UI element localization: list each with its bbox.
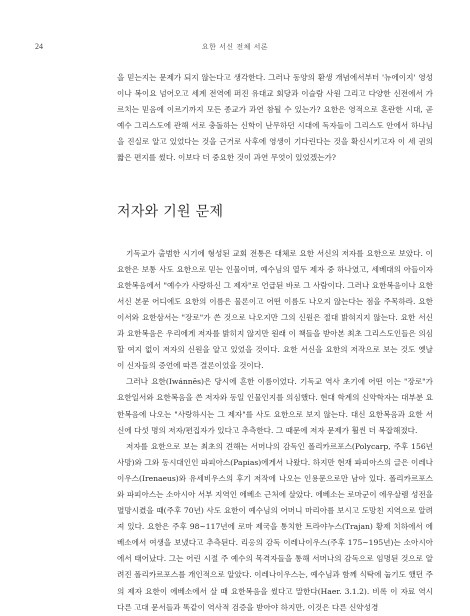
section-paragraph-3: 저자를 요한으로 보는 최초의 견해는 서머나의 감독인 폴리카르포스(Polycarp, 주후 156년 사망)와 그와 동시대인인 파피아스(Papias)에게서 나왔다. 하지만 현재 파피아스의 글은 이레나이우스(Irenaeus)와 유세비우스의 후기 저작에 나오는 인용문으로만 남아 있다. 폴리카르포스와 파피아스는 소아시아 서부 지역인 에베소 근처에 살았다. 에베소는 로마군이 에우살렘 성전을 멸망시켰을 때(주후 70년) 사도 요한이 예수님의 어머니 마리아를 보시고 도망친 지역으로 알려져 있다. 요한은 주후 98~117년에 로마 제국을 통치한 트라야누스(Trajan) 황제 치하에서 에베소에서 여생을 보냈다고 추측된다. 리옹의 감독 이레나이우스(주후 175~195년)는 소아시아에서 태어났다. 그는 어린 시절 주 예수의 목격자들을 통해 서머나의 감독으로 임명된 것으로 알려진 폴리카르포스를 개인적으로 알았다. 이레나이우스는, 예수님과 함께 식탁에 눕기도 했던 주의 제자 요한이 에베소에서 살 때 요한복음을 썼다고 말한다(Haer. 3.1.2). 비록 이 자료 역시 다른 고대 문서들과 똑같이 역사적 검증을 받아야 하지만, 이것은 다른 신약성경 [117,441,433,612]
page-header [35,42,435,56]
body-text [117,70,433,616]
running-title: 요한 서신 전체 서론 [201,43,269,51]
intro-paragraph: 을 믿는지는 문제가 되지 않는다고 생각한다. 그러나 동양의 환생 개념에서부터 '뉴에이지' 영성이나 복이요 넘어오고 세계 전역에 퍼진 유대교 회당과 이슬람 사원 그리고 다양한 신전에서 가르치는 믿음에 이르기까지 모든 종교가 과연 참될 수 있는가? 요한은 영적으로 혼란한 시대, 곧 예수 그리스도에 관해 서로 충돌하는 신학이 난무하던 시대에 독자들이 그리스도 안에서 하나님을 진실로 알고 있었다는 것을 근거로 사후에 영생이 기다린다는 것을 확신시키고자 이 세 권의 짧은 편지를 썼다. 이보다 더 중요한 것이 과연 무엇이 있었겠는가? [117,73,433,163]
section-paragraph-1: 기독교가 출범한 시기에 형성된 교회 전통은 대체로 요한 서신의 저자를 요한으로 보았다. 이 요한은 보통 사도 요한으로 믿는 인물이며, 예수님의 열두 제자 중 하나였고, 세베대의 아들이자 요한복음에서 "예수가 사랑하신 그 제자"로 언급된 바로 그 사람이다. 그러나 요한복음이나 요한 서신 본문 어디에도 요한의 이름은 물론이고 어떤 이름도 나오지 않는다는 점을 주목하라. 요한이서와 요한삼서는 "장로"가 쓴 것으로 나오지만 그의 신원은 절대 밝혀지지 않는다. 요한 서신과 요한복음은 우리에게 저자를 밝히지 않지만 원래 이 책들을 받아본 최초 그리스도인들은 의심할 여지 없이 저자의 신원을 알고 있었을 것이다. 요한 서신을 요한의 저작으로 보는 것도 옛날 이 신자들의 증언에 따른 결론이었을 것이다. [117,248,433,371]
section-paragraph-2: 그러나 요한(Iwánnēs)은 당시에 흔한 이름이었다. 기독교 역사 초기에 어떤 이는 "장로"가 요한일서와 요한복음을 쓴 저자와 동일 인물인지를 의심했다. 현대 학계의 신약학자는 대부분 요한복음에 나오는 "사랑하시는 그 제자"를 사도 요한으로 보지 않는다. 대신 요한복음과 요한 서신에 다섯 명의 저자/편집자가 있다고 추측한다. 그 때문에 저자 문제가 훨씬 더 복잡해졌다. [117,377,433,435]
section-title: 저자와 기원 문제 [117,203,224,220]
page-number: 24 [35,42,43,51]
